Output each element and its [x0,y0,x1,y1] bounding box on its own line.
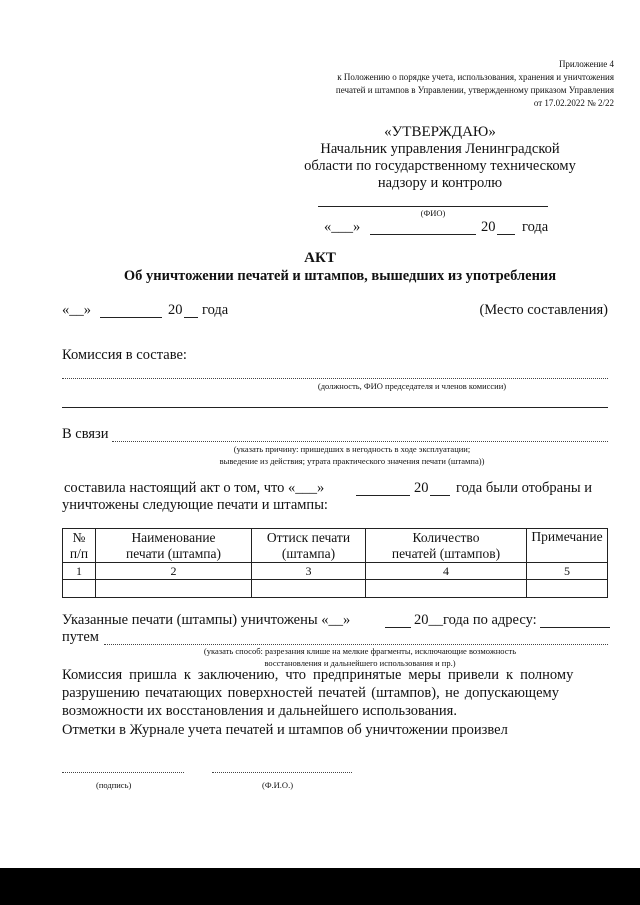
appendix-line-1: Приложение 4 [558,59,614,69]
act-subtitle: Об уничтожении печатей и штампов, вышедших из употребления [123,268,557,284]
conclusion-line-1: Комиссия пришла к заключению, что предпринятые меры привели к полному [62,667,574,683]
reason-caption-2: выведение из действия; утрата практического значения печати (штампа)) [219,456,485,466]
table-header-cell [96,529,252,563]
act-date-year-line [184,317,198,318]
destroyed-caption-2: восстановления и дальнейшего использования и пр.) [264,658,456,668]
table-number-cell: 1 [63,563,96,580]
approve-fio-line [318,206,548,207]
scan-bottom-band [0,868,640,905]
approve-title: «УТВЕРЖДАЮ» [384,124,496,140]
act-date-open: «__» [62,302,91,318]
table-header-line-1: Наименование [131,529,216,545]
table-number-cell: 4 [366,563,527,580]
signature-fio-caption: (Ф.И.О.) [262,780,294,790]
destroyed-month-line [385,627,411,628]
approve-line-2: области по государственному техническому [304,158,576,174]
table-empty-cell[interactable] [96,580,252,598]
signature-line [62,772,184,773]
signature-fio-line [212,772,352,773]
signature-caption: (подпись) [96,780,132,790]
approve-fio-caption: (ФИО) [420,208,446,218]
commission-caption: (должность, ФИО председателя и членов комиссии) [317,381,507,391]
table-header-line-2: печатей (штампов) [391,545,501,561]
table-empty-cell[interactable] [527,580,608,598]
conclusion-line-2: разрушению печатающих поверхностей печатей (штампов), не допускающему [62,685,559,701]
approve-date-open: «___» [324,219,361,235]
reason-label: В связи [62,426,109,442]
table-number-cell: 2 [96,563,252,580]
destroyed-line-1-a: Указанные печати (штампы) уничтожены «__» [62,612,351,628]
table-header-line-2: (штампа) [281,545,336,561]
destroyed-method-line [104,644,608,645]
approve-date-suffix: года [522,219,549,235]
table-header-line-2: печати (штампа) [125,545,221,561]
statement-line-1-a: составила настоящий акт о том, что «___» [64,480,325,496]
commission-line-1 [62,378,608,379]
statement-line-1-b: 20 [414,480,429,496]
destroyed-caption-1: (указать способ: разрезания клише на мелкие фрагменты, исключающие возможность [203,646,517,656]
destroyed-line-2: путем [62,629,99,645]
destroyed-line-1-b: 20__года по адресу: [414,612,537,628]
table-header-line-1: Примечание [531,529,603,544]
commission-line-2 [62,407,608,408]
journal-text: Отметки в Журнале учета печатей и штампов об уничтожении произвел [62,722,508,738]
approve-line-1: Начальник управления Ленинградской [320,141,560,157]
statement-year-line [430,495,450,496]
commission-label: Комиссия в составе: [62,347,187,363]
act-date-suffix: года [202,302,229,318]
table-number-cell: 5 [527,563,608,580]
table-header-cell [252,529,366,563]
seals-table [62,528,608,598]
statement-line-2: уничтожены следующие печати и штампы: [62,497,328,513]
reason-caption-1: (указать причину: пришедших в негодность в ходе эксплуатации; [233,444,471,454]
approve-date-year: 20 [481,219,496,235]
reason-line [112,441,608,442]
appendix-line-2: к Положению о порядке учета, использования, хранения и уничтожения [337,72,614,82]
conclusion-line-3: возможности их восстановления и дальнейшего использования. [62,703,457,719]
approve-line-3: надзору и контролю [377,175,503,191]
table-header-cell [63,529,96,563]
act-title: АКТ [304,250,336,266]
table-empty-cell[interactable] [63,580,96,598]
table-empty-cell[interactable] [366,580,527,598]
table-header-line-2: п/п [69,545,89,561]
table-header-line-1: № [72,529,86,545]
table-number-cell: 3 [252,563,366,580]
statement-line-1-c: года были отобраны и [456,480,593,496]
act-date-month-line [100,317,162,318]
table-header-line-1: Оттиск печати [266,529,351,545]
destroyed-address-line [540,627,610,628]
approve-date-year-line [497,234,515,235]
table-empty-cell[interactable] [252,580,366,598]
statement-month-line [356,495,410,496]
table-header-cell [527,529,608,563]
act-date-year: 20 [168,302,183,318]
table-header-line-1: Количество [412,529,480,545]
act-place: (Место составления) [479,302,608,318]
approve-date-month-line [370,234,476,235]
table-header-cell [366,529,527,563]
appendix-line-3: печатей и штампов в Управлении, утвержденному приказом Управления [335,85,614,95]
appendix-line-4: от 17.02.2022 № 2/22 [533,98,614,108]
